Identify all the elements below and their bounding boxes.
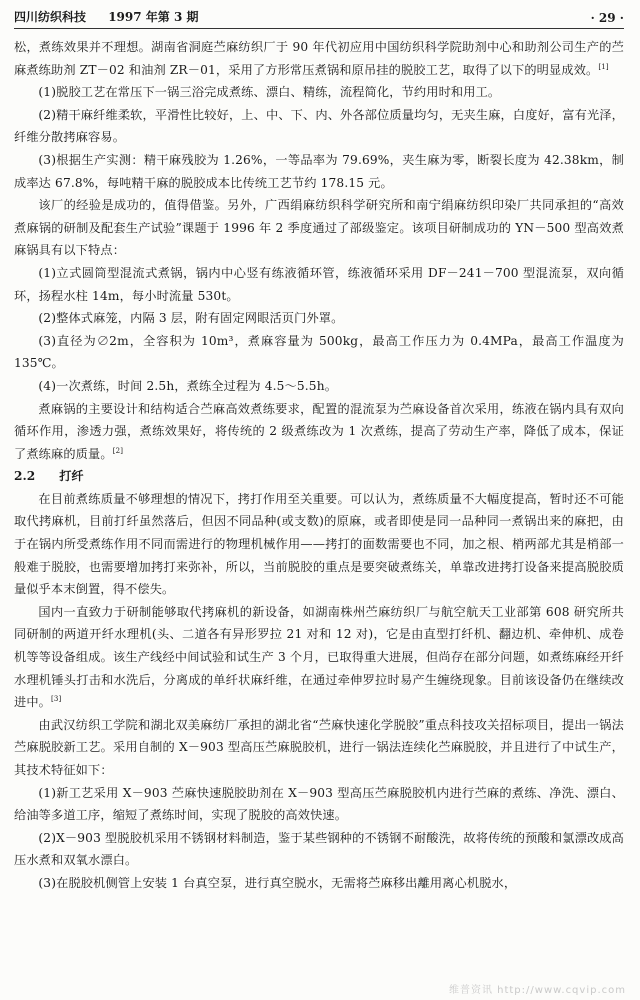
body-paragraph xyxy=(14,104,624,149)
running-header xyxy=(14,8,624,29)
section-title: 打纤 xyxy=(59,469,84,484)
body-paragraph xyxy=(14,262,624,307)
body-paragraph xyxy=(14,81,624,104)
body-paragraph xyxy=(14,307,624,330)
watermark: 维普资讯 http://www.cqvip.com xyxy=(448,985,626,996)
citation-ref: [1] xyxy=(598,62,609,71)
page-number: · 29 · xyxy=(590,11,624,25)
paragraph-text: (1)新工艺采用 X－903 苎麻快速脱胶助剂在 X－903 型高压苎麻脱胶机内进行苎麻的煮练、净洗、漂白、给油等多道工序，缩短了煮练时间，实现了脱胶的高效快速。 xyxy=(14,785,624,823)
paragraph-text: 煮麻锅的主要设计和结构适合苎麻高效煮练要求，配置的混流泵为苎麻设备首次采用，练液在锅内具有双向循环作用，渗透力强，煮练效果好，将传统的 2 级煮练改为 1 次煮练，提高了劳动生产率，降低了成本，保证了煮练麻的质量。 xyxy=(14,401,624,461)
body-paragraph xyxy=(14,194,624,262)
journal-name: 四川纺织科技 xyxy=(14,10,87,24)
section-heading xyxy=(14,465,624,488)
body-paragraph xyxy=(14,398,624,466)
paragraph-text: (2)整体式麻笼，内隔 3 层，附有固定网眼活页门外罩。 xyxy=(38,311,344,326)
body-paragraph xyxy=(14,488,624,601)
paragraph-text: (4)一次煮练，时间 2.5h，煮练全过程为 4.5～5.5h。 xyxy=(38,378,338,393)
paragraph-text: (3)直径为∅2m，全容积为 10m³，煮麻容量为 500kg，最高工作压力为 0.4MPa，最高工作温度为 135℃。 xyxy=(14,333,624,371)
body-paragraph xyxy=(14,872,624,895)
paragraph-text: 在目前煮练质量不够理想的情况下，拷打作用至关重要。可以认为，煮练质量不大幅度提高，暂时还不可能取代拷麻机，目前打纤虽然落后，但因不同品种(或支数)的原麻，或者即使是同一品种同一煮锅出来的麻把，由于在锅内所受煮练作用不同而需进行的物理机械作用——拷打的面数需要也不同，加之根、梢两部尤其是梢部一般难于脱胶，也需要增加拷打来弥补，所以，当前脱胶的重点是要突破煮练关，单靠改进拷打设备来提高脱胶质量似乎本末倒置，得不偿失。 xyxy=(14,491,624,597)
issue-label: 1997 年第 3 期 xyxy=(108,10,199,24)
paragraph-text: (2)精干麻纤维柔软，平滑性比较好，上、中、下、内、外各部位质量均匀，无夹生麻，白度好，富有光泽，纤维分散拷麻容易。 xyxy=(14,107,624,145)
paragraph-text: (2)X－903 型脱胶机采用不锈钢材料制造，鉴于某些钢种的不锈钢不耐酸洗，故将传统的预酸和氯漂改成高压水煮和双氧水漂白。 xyxy=(14,830,624,868)
body-paragraph xyxy=(14,36,624,81)
paragraph-text: 该厂的经验是成功的，值得借鉴。另外，广西绢麻纺织科学研究所和南宁绢麻纺织印染厂共同承担的“高效煮麻锅的研制及配套生产试验”课题于 1996 年 2 季度通过了部级鉴定。该项目研制成功的 YN－500 型高效煮麻锅具有以下特点： xyxy=(14,198,624,258)
paragraph-group-1 xyxy=(14,36,624,465)
body-paragraph xyxy=(14,714,624,782)
body-paragraph xyxy=(14,782,624,827)
body-paragraph xyxy=(14,601,624,714)
citation-ref: [2] xyxy=(112,446,124,455)
paragraph-text: (1)脱胶工艺在常压下一锅三浴完成煮练、漂白、精练，流程简化，节约用时和用工。 xyxy=(38,85,501,100)
paragraph-text: (3)根据生产实测：精干麻残胶为 1.26%，一等品率为 79.69%，夹生麻为零，断裂长度为 42.38km，制成率达 67.8%，每吨精干麻的脱胶成本比传统工艺节约 178.15 元。 xyxy=(14,152,624,190)
section-number: 2.2 xyxy=(14,469,36,484)
paragraph-group-2 xyxy=(14,488,624,895)
paragraph-text: 国内一直致力于研制能够取代拷麻机的新设备，如湖南株州苎麻纺织厂与航空航天工业部第 608 研究所共同研制的两道开纤水理机(头、二道各有异形罗拉 21 对和 12 对)，它是由直型打纤机、翻边机、牵伸机、成卷机等等设备组成。该生产线经中间试验和试生产 3 个月，已取得重大进展，但尚存在部分问题，如煮练麻经开纤水理机锤头打击和水洗后，分离成的单纤状麻纤维，在通过牵伸罗拉时易产生缠绕现象。目前该设备仍在继续改进中。 xyxy=(14,604,624,710)
body-paragraph xyxy=(14,827,624,872)
header-left xyxy=(14,8,217,25)
paragraph-text: 由武汉纺织工学院和湖北双美麻纺厂承担的湖北省“苎麻快速化学脱胶”重点科技攻关招标项目，提出一锅法苎麻脱胶新工艺。采用自制的 X－903 型高压苎麻脱胶机，进行一锅法连续化苎麻脱胶，并且进行了中试生产，其技术特征如下： xyxy=(14,717,624,777)
paragraph-text: (1)立式圆筒型混流式煮锅，锅内中心竖有练液循环管，练液循环采用 DF－241－700 型混流泵，双向循环，扬程水柱 14m，每小时流量 530t。 xyxy=(14,265,624,303)
paragraph-text: 松，煮练效果并不理想。湖南省洞庭苎麻纺织厂于 90 年代初应用中国纺织科学院助剂中心和助剂公司生产的苎麻煮练助剂 ZT－02 和油剂 ZR－01，采用了方形常压煮锅和原吊挂的脱胶工艺，取得了以下的明显成效。 xyxy=(14,40,624,77)
body-paragraph xyxy=(14,149,624,194)
citation-ref: [3] xyxy=(51,695,62,704)
paragraph-text: (3)在脱胶机侧管上安装 1 台真空泵，进行真空脱水，无需将苎麻移出離用离心机脱水， xyxy=(38,875,517,890)
body-paragraph xyxy=(14,375,624,398)
body-paragraph xyxy=(14,330,624,375)
article-body xyxy=(14,36,624,895)
